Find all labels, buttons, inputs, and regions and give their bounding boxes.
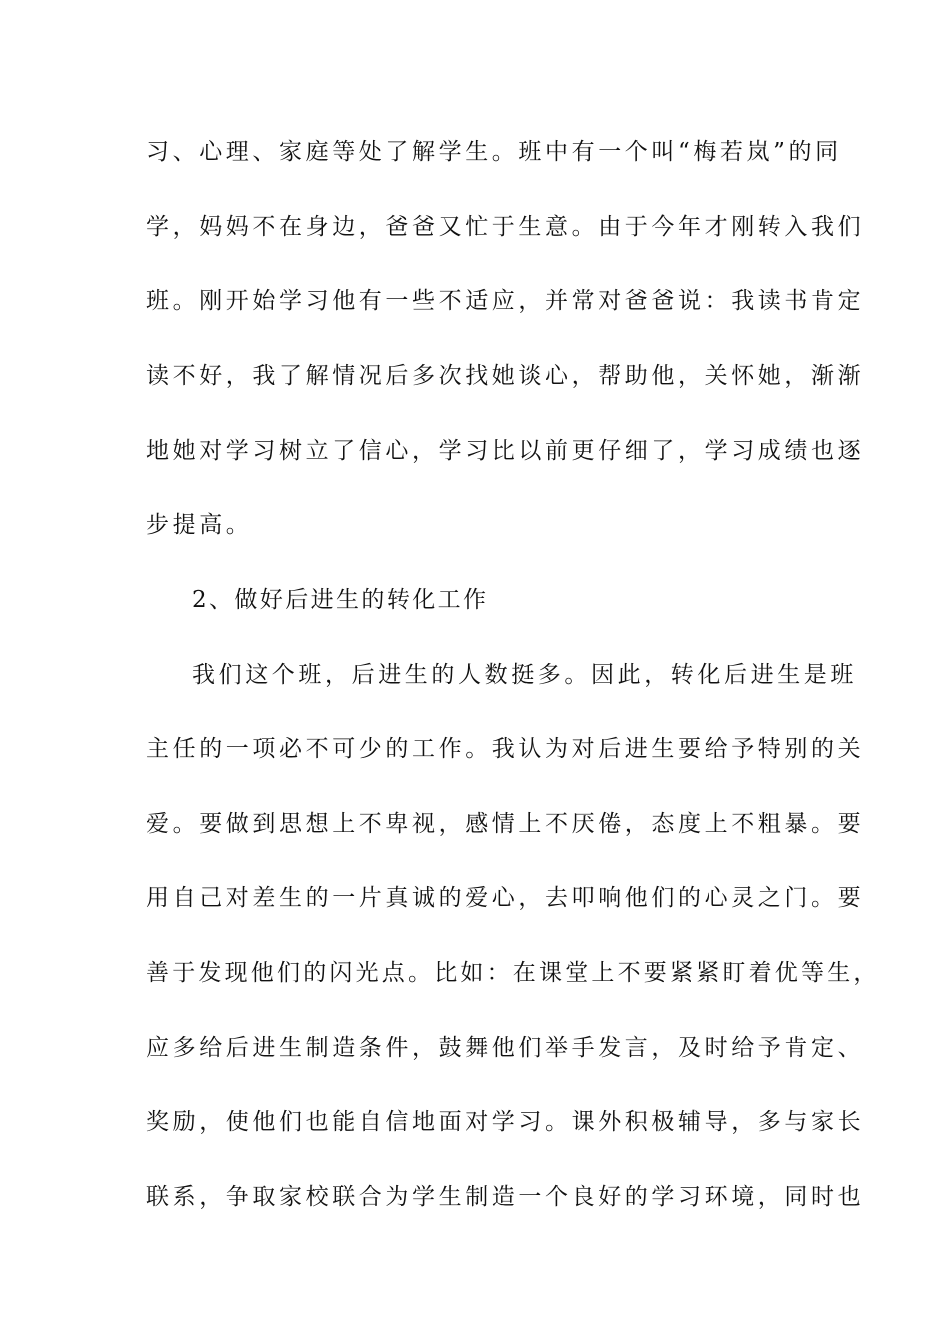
- paragraph-line: 习、心理、家庭等处了解学生。班中有一个叫“梅若岚”的同: [146, 139, 842, 165]
- paragraph-line: 应多给后进生制造条件，鼓舞他们举手发言，及时给予肯定、: [146, 1035, 865, 1061]
- paragraph-line: 善于发现他们的闪光点。比如：在课堂上不要紧紧盯着优等生，: [146, 960, 880, 986]
- paragraph-line: 主任的一项必不可少的工作。我认为对后进生要给予特别的关: [146, 736, 865, 762]
- paragraph-line: 奖励，使他们也能自信地面对学习。课外积极辅导，多与家长: [146, 1109, 865, 1135]
- paragraph-line: 我们这个班，后进生的人数挺多。因此，转化后进生是班: [192, 662, 857, 688]
- paragraph-line: 读不好，我了解情况后多次找她谈心，帮助他，关怀她，渐渐: [146, 363, 865, 389]
- paragraph-line: 步提高。: [146, 512, 253, 538]
- paragraph-line: 学，妈妈不在身边，爸爸又忙于生意。由于今年才刚转入我们: [146, 214, 865, 240]
- paragraph-line: 班。刚开始学习他有一些不适应，并常对爸爸说：我读书肯定: [146, 288, 865, 314]
- paragraph-line: 联系，争取家校联合为学生制造一个良好的学习环境，同时也: [146, 1184, 865, 1210]
- paragraph-line: 地她对学习树立了信心，学习比以前更仔细了，学习成绩也逐: [146, 438, 865, 464]
- paragraph-line: 用自己对差生的一片真诚的爱心，去叩响他们的心灵之门。要: [146, 885, 865, 911]
- paragraph-line: 爱。要做到思想上不卑视，感情上不厌倦，态度上不粗暴。要: [146, 811, 865, 837]
- section-heading: 2、做好后进生的转化工作: [192, 587, 489, 613]
